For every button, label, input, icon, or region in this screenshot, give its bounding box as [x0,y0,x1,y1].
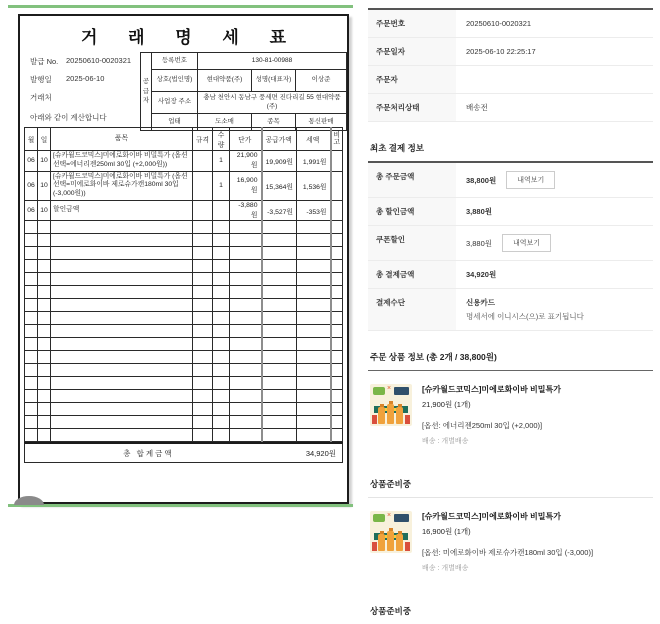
supplier-side-label: 공급자 [141,53,152,131]
table-row: 06 10 [슈카월드코믹스]미에로화이바 비밀특가 (옵션선택=에너리젠250ml 30입 (+2,000원)) 1 21,900원 19,909원 1,991원 [25,151,343,172]
client-label: 거래처 [30,93,52,102]
bottle-shape [387,531,394,551]
biz-type-label: 업태 [152,114,198,131]
products-section-title: 주문 상품 정보 (총 2개 / 38,800원) [370,352,497,362]
issue-no-label: 발급 No. [30,57,59,66]
order-info-table [368,8,653,122]
product-option: [옵션: 미에로화이바 제로슈가캔180ml 30입 (-3,000)] [422,548,594,557]
discount-amount: 3,880원 [466,207,493,216]
payment-section-title: 최초 결제 정보 [370,143,424,153]
ceo-value: 이상준 [296,70,347,92]
bottle-shape [396,534,403,551]
table-row: 06 10 [슈카월드코믹스]미에로화이바 비밀특가 (옵션선택=미에로화이바 제로슈가캔180ml 30입 (-3,000원)) 1 16,900원 15,364원 1,536원 [25,171,343,200]
bottle-shape [396,407,403,424]
biz-item-value: 통신판매 [296,114,347,131]
invoice-total-row [24,442,343,463]
paid-amount: 34,920원 [466,270,497,279]
payment-table [368,161,653,331]
invoice-title: 거 래 명 세 표 [80,28,299,47]
view-detail-button[interactable]: 내역보기 [502,234,551,252]
invoice-empty-rows [25,221,343,442]
product-thumbnail [370,384,412,426]
product-thumbnail [370,511,412,553]
thumb-green-badge [373,514,385,522]
company-value: 현대약품(주) [198,70,252,92]
thumb-red-figure [405,542,410,551]
product-shipping: 배송 : 개별배송 [422,438,469,445]
product-shipping: 배송 : 개별배송 [422,565,469,572]
invoice-item-table [24,127,343,442]
order-info-row: 주문번호 20250610-0020321 [368,10,653,38]
ceo-label: 성명(대표자) [252,70,296,92]
thumb-x-mark: × [387,385,392,392]
payment-row: 총 결제금액 34,920원 [368,261,653,289]
biz-item-label: 종목 [252,114,296,131]
order-info-row: 주문처리상태 배송전 [368,94,653,122]
total-label: 총 합계금액 [123,448,174,458]
product-card [368,373,653,458]
thumb-x-mark: × [387,512,392,519]
payment-row: 총 할인금액 3,880원 [368,198,653,226]
company-label: 상호(법인명) [152,70,198,92]
payment-row: 결제수단 신용카드 명세서에 이니시스(으)로 표기됩니다 [368,289,653,331]
thumb-red-figure [405,415,410,424]
product-status-label: 상품준비중 [370,479,412,489]
supplier-table [140,52,347,131]
payment-method: 신용카드 [466,298,495,307]
thumb-logo-block [394,514,409,522]
bottom-accent-line [8,504,353,507]
bottle-shape [378,407,385,424]
product-option: [옵션: 에너리젠250ml 30입 (+2,000)] [422,421,543,430]
invoice-sheet [18,14,349,504]
payment-row: 총 주문금액 38,800원 내역보기 [368,163,653,198]
thumb-logo-block [394,387,409,395]
reg-no-label: 등록번호 [152,53,198,70]
section-divider [368,497,653,498]
product-status-label: 상품준비중 [370,606,412,616]
bottle-shape [378,534,385,551]
reg-no-value: 130-81-00988 [198,53,347,70]
thumb-green-badge [373,387,385,395]
issue-no-value: 20250610-0020321 [66,56,132,65]
table-row: 06 10 할인금액 -3,880원 -3,527원 -353원 [25,201,343,221]
view-detail-button[interactable]: 내역보기 [506,171,555,189]
product-name[interactable]: [슈카월드코믹스]미에로화이바 비밀특가 [422,512,561,521]
product-price-qty: 21,900원 (1개) [422,400,471,409]
address-label: 사업장 주소 [152,92,198,114]
bottle-shape [387,404,394,424]
payment-row: 쿠폰할인 3,880원 내역보기 [368,226,653,261]
item-table-header: 월 일 품목 규격 수량 단가 공급가액 세액 비고 [25,128,343,151]
coupon-amount: 3,880원 [466,238,493,248]
order-info-row: 주문일자 2025-06-10 22:25:17 [368,38,653,66]
product-price-qty: 16,900원 (1개) [422,527,471,536]
issue-date-label: 발행일 [30,75,52,84]
product-name[interactable]: [슈카월드코믹스]미에로화이바 비밀특가 [422,385,561,394]
product-card [368,500,653,585]
order-amount: 38,800원 [466,175,497,185]
thumb-red-figure [372,415,377,424]
invoice-items [24,127,343,463]
invoice-meta [30,56,148,123]
section-divider [368,370,653,371]
biz-type-value: 도소매 [198,114,252,131]
order-info-row: 주문자 [368,66,653,94]
invoice-note: 아래와 같이 계산합니다 [30,113,107,122]
address-value: 충남 천안시 동남구 풍세면 진다리길 55 현대약품(주) [198,92,347,114]
issue-date-value: 2025-06-10 [66,74,105,83]
top-accent-line [8,5,353,8]
order-detail-panel [368,8,653,624]
total-amount: 34,920원 [305,448,336,458]
thumb-red-figure [372,542,377,551]
payment-method-note: 명세서에 이니시스(으)로 표기됩니다 [466,312,584,321]
